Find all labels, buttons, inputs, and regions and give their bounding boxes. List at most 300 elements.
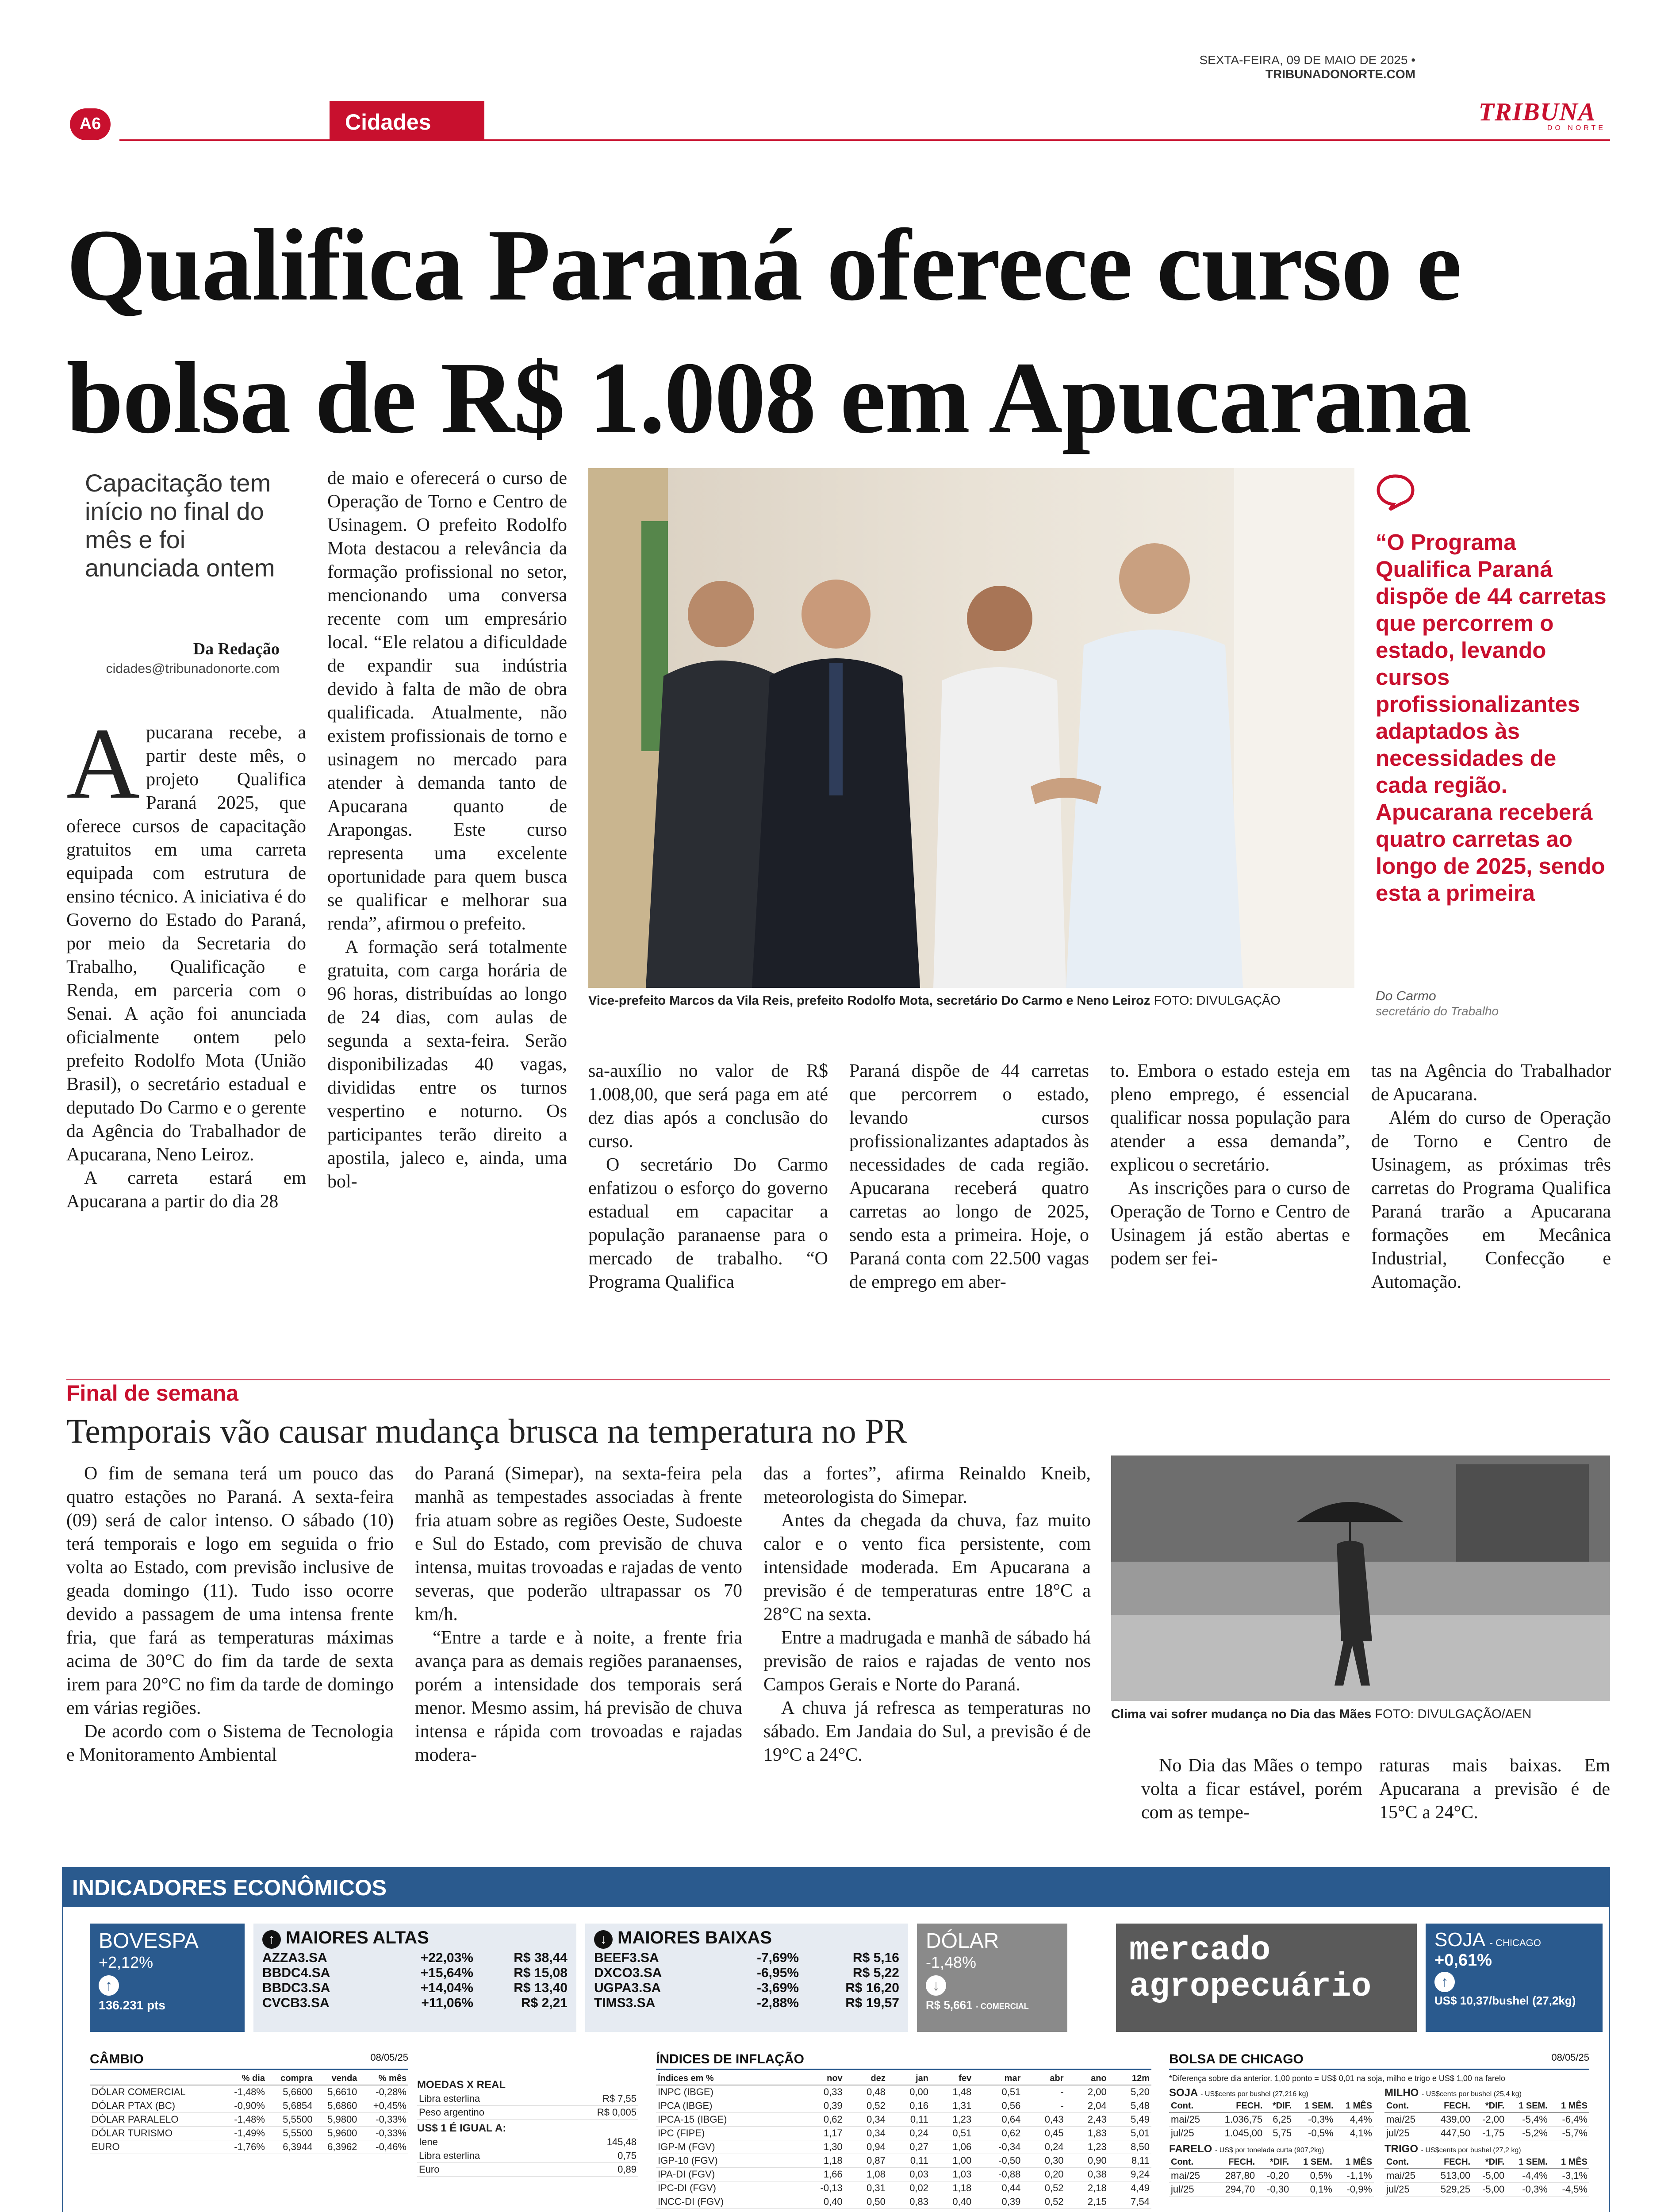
table-cell: -4,4%: [1506, 2169, 1549, 2183]
table-cell: -1,76%: [221, 2140, 267, 2154]
table-cell: 0,24: [887, 2127, 930, 2140]
weekend-col-5: [1379, 1754, 1610, 1824]
article-col-6: [1371, 1060, 1611, 1294]
table-cell: 0,64: [973, 2113, 1022, 2127]
weekend-title: Temporais vão causar mudança brusca na temperatura no PR: [66, 1412, 907, 1450]
table-header: [1384, 2100, 1589, 2112]
table-cell: -0,9%: [1334, 2183, 1374, 2197]
table-cell: 145,48: [563, 2135, 638, 2149]
box-change: +2,12%: [99, 1953, 153, 1971]
table-cell: IPCA-15 (IBGE): [656, 2113, 795, 2127]
article-col-1: [66, 707, 306, 1214]
header-cell: *DIF.: [1472, 2156, 1506, 2169]
box-points: 136.231 pts: [99, 1998, 165, 2012]
table-cell: jul/25: [1169, 2183, 1212, 2197]
paragraph: A chuva já refresca as temperaturas no sábado. Em Jandaia do Sul, a previsão é de 19°C a 24°C.: [763, 1698, 1091, 1765]
paragraph: sa-auxílio no valor de R$ 1.008,00, que será paga em até dez dias após a conclusão do curso.: [588, 1061, 828, 1152]
paragraph: Paraná dispõe de 44 carretas que percorrem o estado, levando cursos profissionalizantes adaptados às necessidades de cada região. Apucarana receberá quatro carretas ao longo de 2025, sendo esta a primeira. Hoje, o Paraná conta com 22.500 vagas de emprego em aber-: [849, 1061, 1089, 1292]
header-cell: abr: [1022, 2073, 1065, 2085]
table-cell: 447,50: [1428, 2127, 1472, 2140]
weekend-col-1: [66, 1462, 394, 1767]
table-row: BEEF3.SA -7,69% R$ 5,16: [594, 1951, 899, 1965]
table-cell: 0,00: [887, 2085, 930, 2099]
table-cell: +0,45%: [359, 2099, 408, 2113]
table-cell: 1,23: [930, 2113, 973, 2127]
header-cell: ano: [1066, 2073, 1108, 2085]
drop-cap: A: [66, 707, 140, 820]
box-value: US$ 10,37/bushel (27,2kg): [1434, 1994, 1576, 2007]
table-row: [1384, 2127, 1589, 2140]
separator: •: [1411, 53, 1415, 67]
edition-date: SEXTA-FEIRA, 09 DE MAIO DE 2025: [1199, 53, 1408, 67]
table-cell: 0,02: [887, 2181, 930, 2195]
dolar-box: [917, 1924, 1067, 2032]
box-place: - CHICAGO: [1489, 1937, 1541, 1948]
table-cell: 513,00: [1428, 2169, 1472, 2183]
weekend-divider: [66, 1379, 1610, 1380]
header-cell: FECH.: [1428, 2156, 1472, 2169]
altas-box: [253, 1924, 576, 2032]
table-row: BBDC3.SA +14,04% R$ 13,40: [262, 1981, 568, 1995]
table-row: DXCO3.SA -6,95% R$ 5,22: [594, 1966, 899, 1980]
table-cell: 1,83: [1066, 2127, 1108, 2140]
table-cell: 287,80: [1212, 2169, 1257, 2183]
table-cell: 0,48: [844, 2085, 887, 2099]
table-cell: 0,39: [795, 2099, 844, 2113]
table-cell: INCC-DI (FGV): [656, 2195, 795, 2209]
table-row: [1384, 2169, 1589, 2183]
table-cell: 2,18: [1066, 2181, 1108, 2195]
table-cell: 0,39: [973, 2195, 1022, 2209]
table-cell: 0,51: [930, 2127, 973, 2140]
table-date: 08/05/25: [370, 2052, 408, 2063]
table-cell: -5,00: [1472, 2169, 1506, 2183]
box-label: SOJA: [1434, 1929, 1484, 1951]
table-cell: 7,54: [1108, 2195, 1151, 2209]
box-label: DÓLAR: [926, 1929, 999, 1953]
table-cell: -0,34: [973, 2140, 1022, 2154]
table-cell: 4,49: [1108, 2181, 1151, 2195]
table-cell: 5,5500: [267, 2127, 314, 2140]
table-cell: 0,56: [973, 2099, 1022, 2113]
table-cell: -0,33%: [359, 2127, 408, 2140]
byline-author: Da Redação: [193, 640, 280, 658]
caption-text: Clima vai sofrer mudança no Dia das Mães: [1111, 1707, 1372, 1721]
table-cell: 0,44: [973, 2181, 1022, 2195]
paragraph: O secretário Do Carmo enfatizou o esforço do governo estadual em capacitar a população paranaense para o mercado de trabalho. “O Programa Qualifica: [588, 1155, 828, 1292]
table-cell: 2,15: [1066, 2195, 1108, 2209]
table-cell: 1,48: [930, 2085, 973, 2099]
table-cell: 5,6860: [314, 2099, 359, 2113]
table-cell: 0,75: [563, 2149, 638, 2163]
table-cell: 0,33: [795, 2085, 844, 2099]
box-label: MAIORES BAIXAS: [617, 1928, 772, 1947]
header-cell: 1 SEM.: [1291, 2156, 1334, 2169]
header-cell: dez: [844, 2073, 887, 2085]
table-cell: -0,30: [1257, 2183, 1291, 2197]
paragraph: raturas mais baixas. Em Apucarana a previsão é de 15°C a 24°C.: [1379, 1755, 1610, 1823]
kicker: Final de semana: [66, 1381, 239, 1406]
table-cell: 8,11: [1108, 2154, 1151, 2168]
paragraph: de maio e oferecerá o curso de Operação de Torno e Centro de Usinagem. O prefeito Rodolfo Mota destacou a relevância da formação profissional no setor, mencionando uma conversa recente com um empresário local. “Ele relatou a dificuldade de expandir sua indústria devido à falta de mão de obra qualificada. Atualmente, não existem profissionais de torno e usinagem no mercado para atender à demanda tanto de Apucarana quanto de Arapongas. Este curso representa uma excelente oportunidade para quem busca se qualificar e melhorar sua renda”, afirmou o prefeito.: [327, 468, 567, 934]
table-cell: -6,4%: [1549, 2112, 1589, 2127]
page-number: A6: [79, 115, 101, 133]
table-cell: -1,48%: [221, 2085, 267, 2099]
photo-credit: FOTO: DIVULGAÇÃO: [1154, 994, 1281, 1008]
table-cell: Peso argentino: [417, 2106, 553, 2120]
table-cell: jul/25: [1169, 2127, 1211, 2140]
paragraph: pucarana recebe, a partir deste mês, o projeto Qualifica Paraná 2025, que oferece cursos de capacitação gratuitos em uma carreta equipada com estrutura de ensino técnico. A iniciativa é do Governo do Estado do Paraná, por meio da Secretaria do Trabalho, Qualificação e Renda, em parceria com o Senai. A ação foi anunciada oficialmente ontem pelo prefeito Rodolfo Mota (União Brasil), o secretário estadual e deputado Do Carmo e o gerente da Agência do Trabalhador de Apucarana, Neno Leiroz.: [66, 722, 306, 1165]
header-cell: Cont.: [1384, 2156, 1428, 2169]
table-cell: 0,34: [844, 2127, 887, 2140]
table-cell: 2,00: [1066, 2085, 1108, 2099]
logo-subtext: DO NORTE: [1547, 124, 1606, 132]
table-cell: 5,75: [1264, 2127, 1293, 2140]
table-row: CVCB3.SA +11,06% R$ 2,21: [262, 1996, 568, 2010]
table-cell: -2,00: [1472, 2112, 1506, 2127]
photo-caption: [588, 993, 1354, 1009]
table-cell: 2,04: [1066, 2099, 1108, 2113]
table-row: BBDC4.SA +15,64% R$ 15,08: [262, 1966, 568, 1980]
section-title[interactable]: Cidades: [345, 110, 431, 134]
table-cell: 5,6854: [267, 2099, 314, 2113]
table-row: [656, 2168, 1151, 2181]
arrow-down-icon: ↓: [594, 1930, 613, 1949]
photo-officials: [588, 468, 1354, 988]
table-cell: 294,70: [1212, 2183, 1257, 2197]
header-cell: % dia: [221, 2073, 267, 2085]
soja-chicago-box: [1426, 1924, 1603, 2032]
header-cell: 1 SEM.: [1506, 2156, 1549, 2169]
indicators-panel: [62, 1867, 1610, 2212]
table-cell: 0,5%: [1291, 2169, 1334, 2183]
box-label: MAIORES ALTAS: [286, 1928, 429, 1947]
commodity-name: MILHO: [1384, 2087, 1419, 2099]
table-row: [417, 2092, 638, 2106]
paragraph: do Paraná (Simepar), na sexta-feira pela manhã as tempestades associadas à frente fria atuam sobre as regiões Oeste, Sudoeste e Sul do Estado, com previsão de chuva intensa, muitas trovoadas e rajadas de vento severas, que poderão ultrapassar os 70 km/h.: [415, 1463, 742, 1624]
table-cell: 0,52: [844, 2099, 887, 2113]
paragraph: “Entre a tarde e à noite, a frente fria avança para as demais regiões paranaenses, porém a intensidade dos temporais será menor. Mesmo assim, há previsão de chuva intensa e rápida com trovoadas e rajadas modera-: [415, 1628, 742, 1765]
table-cell: 0,30: [1022, 2154, 1065, 2168]
table-cell: -0,3%: [1293, 2112, 1335, 2127]
table-cell: -: [1022, 2085, 1065, 2099]
table-cell: -5,4%: [1506, 2112, 1549, 2127]
table-cell: 0,94: [844, 2140, 887, 2154]
table-cell: 0,62: [973, 2127, 1022, 2140]
pull-quote: “O Programa Qualifica Paraná dispõe de 44 carretas que percorrem o estado, levando cursos profissionalizantes adaptados às necessidades de cada região. Apucarana receberá quatro carretas ao longo de 2025, sendo esta a primeira: [1376, 530, 1607, 906]
box-change: -1,48%: [926, 1953, 977, 1971]
table-cell: 0,50: [844, 2195, 887, 2209]
paragraph: As inscrições para o curso de Operação de Torno e Centro de Usinagem já estão abertas e podem ser fei-: [1110, 1178, 1350, 1269]
table-cell: -0,46%: [359, 2140, 408, 2154]
table-cell: IPCA (IBGE): [656, 2099, 795, 2113]
table-header: [1169, 2100, 1374, 2112]
table-row: TIMS3.SA -2,88% R$ 19,57: [594, 1996, 899, 2010]
table-row: [1384, 2183, 1589, 2197]
weekend-col-4: [1141, 1754, 1362, 1824]
table-cell: 5,20: [1108, 2085, 1151, 2099]
table-cell: 0,34: [844, 2113, 887, 2127]
table-cell: -1,75: [1472, 2127, 1506, 2140]
table-row: [1169, 2127, 1374, 2140]
header-cell: compra: [267, 2073, 314, 2085]
weekend-caption: [1111, 1707, 1610, 1722]
table-cell: EURO: [90, 2140, 221, 2154]
header-cell: Índices em %: [656, 2073, 795, 2085]
header-cell: mar: [973, 2073, 1022, 2085]
header-cell: 1 MÊS: [1549, 2156, 1589, 2169]
table-cell: IPC-DI (FGV): [656, 2181, 795, 2195]
table-cell: -5,00: [1472, 2183, 1506, 2197]
table-title: CÂMBIO: [90, 2052, 144, 2066]
paragraph: Entre a madrugada e manhã de sábado há previsão de raios e rajadas de vento nos Campos Gerais e Norte do Paraná.: [763, 1628, 1091, 1695]
article-col-5: [1110, 1060, 1350, 1271]
paragraph: A formação será totalmente gratuita, com carga horária de 96 horas, distribuídas ao longo de 24 dias, com aulas de segunda a sexta-feira. Serão disponibilizadas 40 vagas, divididas entre os turnos vespertino e noturno. Os participantes terão direito a apostila, jaleco e, ainda, uma bol-: [327, 937, 567, 1192]
weekend-col-2: [415, 1462, 742, 1767]
paragraph: das a fortes”, afirma Reinaldo Kneib, meteorologista do Simepar.: [763, 1463, 1091, 1507]
table-cell: 0,40: [795, 2195, 844, 2209]
table-cell: -5,2%: [1506, 2127, 1549, 2140]
table-row: [656, 2195, 1151, 2209]
weekend-photo: [1111, 1455, 1610, 1701]
table-row: [90, 2140, 408, 2154]
table-row: [1169, 2112, 1374, 2127]
table-row: [1384, 2112, 1589, 2127]
box-value: R$ 5,661: [926, 1998, 973, 2012]
table-cell: 1,03: [930, 2168, 973, 2181]
table-cell: 0,83: [887, 2195, 930, 2209]
table-cell: 1,23: [1066, 2140, 1108, 2154]
table-row: [656, 2113, 1151, 2127]
table-cell: -: [1022, 2099, 1065, 2113]
table-cell: 0,03: [887, 2168, 930, 2181]
table-cell: DÓLAR COMERCIAL: [90, 2085, 221, 2099]
box-kind: - COMERCIAL: [975, 2002, 1029, 2011]
table-cell: 0,24: [1022, 2140, 1065, 2154]
table-header: [90, 2073, 408, 2085]
table-cell: mai/25: [1384, 2169, 1428, 2183]
header-cell: Cont.: [1384, 2100, 1428, 2112]
table-cell: DÓLAR PTAX (BC): [90, 2099, 221, 2113]
table-cell: 9,24: [1108, 2168, 1151, 2181]
quote-author: Do Carmo: [1376, 989, 1436, 1003]
table-cell: 0,11: [887, 2154, 930, 2168]
table-cell: 6,3944: [267, 2140, 314, 2154]
cambio-table: [90, 2052, 408, 2154]
table-cell: -0,5%: [1293, 2127, 1335, 2140]
table-cell: 5,01: [1108, 2127, 1151, 2140]
paragraph: tas na Agência do Trabalhador de Apucarana.: [1371, 1061, 1611, 1105]
header-cell: *DIF.: [1264, 2100, 1293, 2112]
table-subtitle: MOEDAS X REAL: [417, 2079, 506, 2091]
table-cell: jul/25: [1384, 2127, 1428, 2140]
header-cell: jan: [887, 2073, 930, 2085]
table-header: [1169, 2156, 1374, 2169]
logo-text: TRIBUNA: [1478, 97, 1596, 126]
header-cell: FECH.: [1212, 2156, 1257, 2169]
table-cell: 5,9600: [314, 2127, 359, 2140]
article-col-4: [849, 1060, 1089, 1294]
table-cell: -1,48%: [221, 2113, 267, 2127]
table-header: [1384, 2156, 1589, 2169]
header-cell: 1 MÊS: [1335, 2100, 1374, 2112]
table-cell: 1,66: [795, 2168, 844, 2181]
table-cell: 1,06: [930, 2140, 973, 2154]
table-cell: 1,17: [795, 2127, 844, 2140]
table-cell: 6,25: [1264, 2112, 1293, 2127]
photo-credit: FOTO: DIVULGAÇÃO/AEN: [1375, 1707, 1532, 1721]
header-cell: Cont.: [1169, 2156, 1212, 2169]
bovespa-box: [90, 1924, 245, 2032]
table-row: [1169, 2183, 1374, 2197]
table-cell: 529,25: [1428, 2183, 1472, 2197]
commodity-unit: - US$cents por bushel (27,216 kg): [1200, 2090, 1308, 2098]
byline-email[interactable]: cidades@tribunadonorte.com: [106, 661, 280, 676]
table-cell: 5,49: [1108, 2113, 1151, 2127]
header-cell: [90, 2073, 221, 2085]
header-cell: *DIF.: [1257, 2156, 1291, 2169]
table-cell: 1,18: [795, 2154, 844, 2168]
header-cell: % mês: [359, 2073, 408, 2085]
arrow-down-icon: ↓: [926, 1975, 946, 1996]
table-subtitle: US$ 1 É IGUAL A:: [417, 2122, 506, 2134]
table-row: [656, 2127, 1151, 2140]
photo-rain: [1111, 1455, 1610, 1701]
table-cell: 4,1%: [1335, 2127, 1374, 2140]
table-cell: IPC (FIPE): [656, 2127, 795, 2140]
table-cell: 5,9800: [314, 2113, 359, 2127]
table-cell: -0,20: [1257, 2169, 1291, 2183]
table-cell: 0,62: [795, 2113, 844, 2127]
table-cell: 0,90: [1066, 2154, 1108, 2168]
table-title: BOLSA DE CHICAGO: [1169, 2052, 1304, 2066]
table-header: [656, 2073, 1151, 2085]
header-cell: nov: [795, 2073, 844, 2085]
table-row: [417, 2163, 638, 2177]
table-cell: IPA-DI (FGV): [656, 2168, 795, 2181]
table-cell: 5,6610: [314, 2085, 359, 2099]
table-cell: 8,50: [1108, 2140, 1151, 2154]
table-row: [656, 2140, 1151, 2154]
table-cell: 1,00: [930, 2154, 973, 2168]
table-cell: Libra esterlina: [417, 2092, 553, 2106]
commodity-name: SOJA: [1169, 2087, 1198, 2099]
caption-text: Vice-prefeito Marcos da Vila Reis, prefeito Rodolfo Mota, secretário Do Carmo e Neno Leiroz: [588, 994, 1150, 1008]
table-row: [90, 2127, 408, 2140]
arrow-up-icon: ↑: [99, 1975, 119, 1996]
table-cell: 5,48: [1108, 2099, 1151, 2113]
table-cell: 1.045,00: [1211, 2127, 1264, 2140]
box-change: +0,61%: [1434, 1951, 1492, 1970]
paragraph: De acordo com o Sistema de Tecnologia e Monitoramento Ambiental: [66, 1721, 394, 1765]
box-label: BOVESPA: [99, 1929, 199, 1953]
table-cell: jul/25: [1384, 2183, 1428, 2197]
table-cell: mai/25: [1384, 2112, 1428, 2127]
table-cell: 1,18: [930, 2181, 973, 2195]
header-cell: 1 MÊS: [1334, 2156, 1374, 2169]
table-cell: -0,3%: [1506, 2183, 1549, 2197]
header-cell: FECH.: [1211, 2100, 1264, 2112]
table-cell: 0,27: [887, 2140, 930, 2154]
site-url[interactable]: TRIBUNADONORTE.COM: [1265, 67, 1415, 81]
paragraph: Antes da chegada da chuva, faz muito calor e o vento fica persistente, com intensidade moderada. Em Apucarana a previsão é de temperaturas entre 18°C a 28°C na sexta.: [763, 1510, 1091, 1624]
table-cell: 5,5500: [267, 2113, 314, 2127]
table-cell: mai/25: [1169, 2112, 1211, 2127]
table-cell: mai/25: [1169, 2169, 1212, 2183]
table-row: [90, 2085, 408, 2099]
table-cell: -3,1%: [1549, 2169, 1589, 2183]
table-cell: -0,28%: [359, 2085, 408, 2099]
inflacao-table: [656, 2052, 1151, 2209]
baixas-box: [585, 1924, 908, 2032]
table-row: [417, 2149, 638, 2163]
header-cell: 1 MÊS: [1549, 2100, 1589, 2112]
table-cell: 1,31: [930, 2099, 973, 2113]
headline: Qualifica Paraná oferece curso e bolsa de R$ 1.008 em Apucarana: [66, 208, 1471, 455]
table-cell: 0,40: [930, 2195, 973, 2209]
header-cell: venda: [314, 2073, 359, 2085]
article-col-3: [588, 1060, 828, 1294]
arrow-up-icon: ↑: [1434, 1972, 1455, 1992]
subhead: Capacitação tem início no final do mês e foi anunciada ontem: [85, 469, 275, 582]
table-cell: 0,38: [1066, 2168, 1108, 2181]
header-cell: 1 SEM.: [1506, 2100, 1549, 2112]
paragraph: Além do curso de Operação de Torno e Centro de Usinagem, as próximas três carretas do Programa Qualifica Paraná trarão a Apucarana formações em Mecânica Industrial, Confecção e Automação.: [1371, 1108, 1611, 1292]
article-col-2: [327, 467, 567, 1194]
table-cell: 0,1%: [1291, 2183, 1334, 2197]
table-cell: 4,4%: [1335, 2112, 1374, 2127]
table-cell: 1,30: [795, 2140, 844, 2154]
paragraph: A carreta estará em Apucarana a partir do dia 28: [66, 1168, 306, 1212]
header-cell: *DIF.: [1472, 2100, 1506, 2112]
table-cell: 0,89: [563, 2163, 638, 2177]
paragraph: to. Embora o estado esteja em pleno emprego, é essencial qualificar nossa população para atender a essa demanda”, explicou o secretário.: [1110, 1061, 1350, 1175]
table-cell: 0,52: [1022, 2181, 1065, 2195]
commodity-unit: - US$ por tonelada curta (907,2kg): [1215, 2147, 1324, 2154]
table-cell: -5,7%: [1549, 2127, 1589, 2140]
table-cell: R$ 0,005: [553, 2106, 638, 2120]
table-row: [90, 2099, 408, 2113]
header-cell: 1 SEM.: [1293, 2100, 1335, 2112]
commodity-unit: - US$cents por bushel (27,2 kg): [1421, 2147, 1521, 2154]
table-cell: 2,43: [1066, 2113, 1108, 2127]
table-cell: -4,5%: [1549, 2183, 1589, 2197]
moedas-table: [417, 2076, 638, 2177]
paragraph: No Dia das Mães o tempo volta a ficar estável, porém com as tempe-: [1141, 1755, 1362, 1823]
table-cell: IGP-M (FGV): [656, 2140, 795, 2154]
table-title: ÍNDICES DE INFLAÇÃO: [656, 2052, 805, 2066]
table-row: [656, 2181, 1151, 2195]
chicago-table: [1169, 2052, 1589, 2197]
table-cell: -1,1%: [1334, 2169, 1374, 2183]
table-cell: -0,50: [973, 2154, 1022, 2168]
table-cell: DÓLAR PARALELO: [90, 2113, 221, 2127]
header-cell: 12m: [1108, 2073, 1151, 2085]
table-cell: 0,20: [1022, 2168, 1065, 2181]
table-cell: 0,45: [1022, 2127, 1065, 2140]
masthead-date: [1132, 53, 1415, 81]
table-cell: 0,31: [844, 2181, 887, 2195]
table-cell: 0,51: [973, 2085, 1022, 2099]
masthead-logo[interactable]: [1469, 97, 1606, 132]
header-cell: FECH.: [1428, 2100, 1472, 2112]
table-cell: 1.036,75: [1211, 2112, 1264, 2127]
header-cell: Cont.: [1169, 2100, 1211, 2112]
table-cell: Iene: [417, 2135, 563, 2149]
table-cell: IGP-10 (FGV): [656, 2154, 795, 2168]
weekend-col-3: [763, 1462, 1091, 1767]
table-cell: 6,3962: [314, 2140, 359, 2154]
